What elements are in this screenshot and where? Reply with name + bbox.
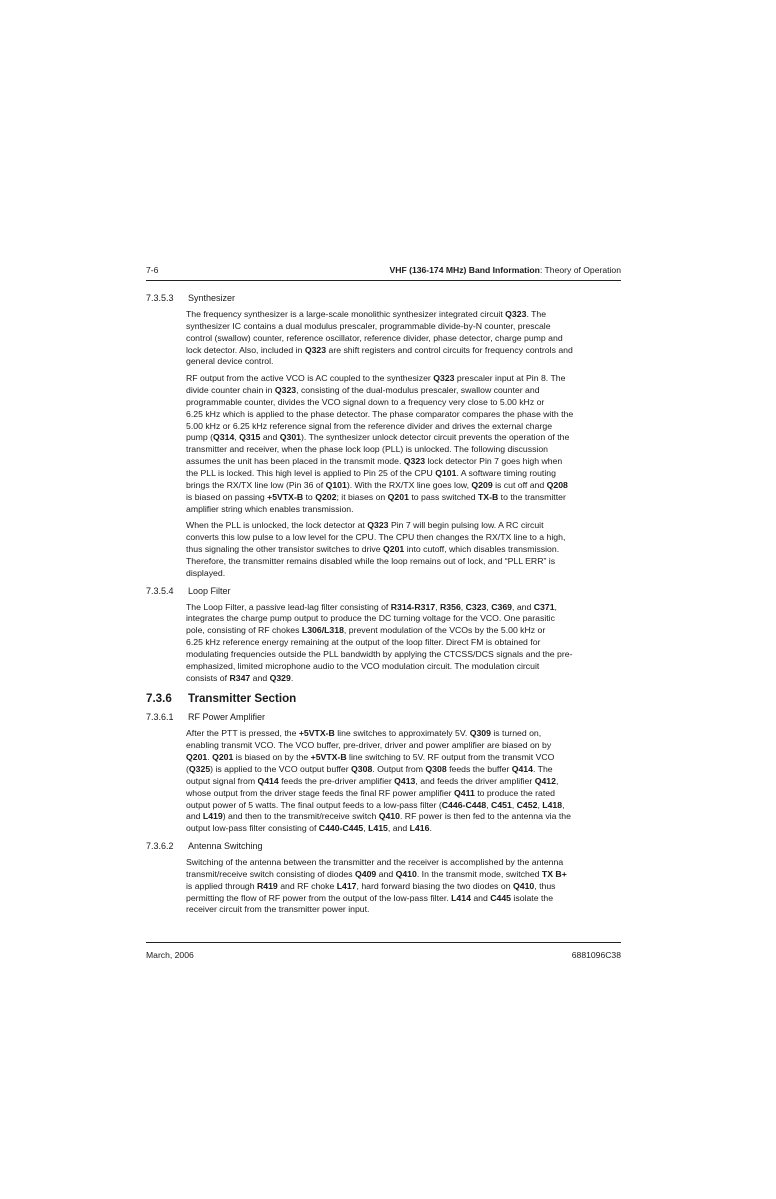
- section-number: 7.3.5.3: [146, 293, 174, 303]
- section-heading: [146, 585, 621, 597]
- component-ref: Q101: [435, 467, 457, 478]
- text-run: Switching of the antenna between the transmitter and the receiver is accomplished by the antenna: [186, 857, 564, 868]
- text-run: is biased on by the: [233, 752, 311, 763]
- text-run: is turned on,: [490, 728, 542, 739]
- text-run: , thus: [534, 880, 556, 891]
- text-run: lock detector. Also, included in: [186, 344, 305, 355]
- text-line: [186, 602, 621, 614]
- component-ref: C369: [491, 601, 513, 612]
- text-run: isolate the: [511, 892, 554, 903]
- component-ref: Q414: [257, 775, 279, 786]
- component-ref: C452: [516, 799, 538, 810]
- running-title-bold: VHF (136-174 MHz) Band Information: [389, 265, 540, 275]
- component-ref: Q411: [454, 787, 475, 798]
- component-ref: C371: [533, 601, 555, 612]
- main-content: [146, 292, 621, 921]
- running-title: [390, 265, 621, 275]
- text-run: pump (: [186, 432, 214, 443]
- text-run: is biased on passing: [186, 491, 268, 502]
- section-heading: [146, 840, 621, 852]
- text-run: ,: [555, 775, 559, 786]
- text-run: . RF power is then fed to the antenna via the: [399, 811, 571, 822]
- body-paragraph: [186, 728, 621, 835]
- text-run: modulating frequencies outside the PLL bandwidth by applying the CTCSS/DCS signals and the pre-: [186, 648, 573, 659]
- component-ref: R356: [440, 601, 461, 612]
- header-rule: [146, 280, 621, 281]
- text-run: 6.25 kHz reference energy remaining at the output of the loop filter. Direct FM is obtained for: [186, 637, 541, 648]
- text-line: [186, 728, 621, 740]
- text-run: ,: [435, 601, 441, 612]
- component-ref: Q323: [367, 520, 389, 531]
- text-line: [186, 857, 621, 869]
- text-run: lock detector Pin 7 goes high when: [425, 456, 563, 467]
- text-run: .: [207, 752, 213, 763]
- text-line: [186, 740, 621, 752]
- text-line: [186, 309, 621, 321]
- text-run: whose output from the driver stage feeds the final RF power amplifier: [186, 787, 454, 798]
- text-line: [186, 823, 621, 835]
- component-ref: L416: [409, 823, 430, 834]
- text-run: ). With the RX/TX line goes low,: [346, 479, 472, 490]
- text-run: transmitter and receiver, when the phase lock loop (PLL) is unlocked. The following discussion: [186, 444, 549, 455]
- text-line: [186, 904, 621, 916]
- component-ref: L306/L318: [301, 625, 344, 636]
- section-heading: [146, 692, 621, 706]
- component-ref: Q410: [378, 811, 400, 822]
- text-run: output signal from: [186, 775, 258, 786]
- text-run: When the PLL is unlocked, the lock detector at: [186, 520, 368, 531]
- text-run: consists of: [186, 672, 230, 683]
- component-ref: Q308: [351, 764, 373, 774]
- text-line: [186, 800, 621, 812]
- component-ref: Q301: [279, 432, 301, 443]
- component-ref: Q323: [505, 309, 527, 319]
- text-run: feeds the buffer: [446, 764, 512, 774]
- component-ref: Q208: [546, 479, 568, 490]
- component-ref: L415: [368, 823, 388, 834]
- text-run: brings the RX/TX line low (Pin 36 of: [186, 479, 326, 490]
- text-run: general device control.: [186, 356, 274, 367]
- text-line: [186, 568, 621, 580]
- text-line: [186, 385, 621, 397]
- component-ref: Q315: [239, 432, 261, 443]
- text-run: ,: [562, 799, 565, 810]
- component-ref: Q325: [188, 764, 211, 774]
- text-run: 5.00 kHz or 6.25 kHz reference signal from the reference divider and drives the external charge: [186, 420, 553, 431]
- text-line: [186, 556, 621, 568]
- text-line: [186, 444, 621, 456]
- text-run: prescaler input at Pin 8. The: [454, 373, 566, 384]
- section-title: Synthesizer: [188, 293, 236, 303]
- text-run: ,: [554, 601, 557, 612]
- text-run: ,: [537, 799, 543, 810]
- component-ref: L418: [542, 799, 563, 810]
- text-line: [186, 504, 621, 516]
- text-run: control (swallow) counter, reference oscillator, reference divider, phase detector, charge pump and: [186, 332, 563, 343]
- text-run: and: [376, 868, 396, 879]
- text-line: [186, 321, 621, 333]
- text-run: converts this low pulse to a low level for the CPU. The CPU then changes the RX/TX line to a high,: [186, 532, 566, 543]
- component-ref: L417: [336, 880, 357, 891]
- section-number: 7.3.6: [146, 692, 172, 706]
- component-ref: Q201: [383, 544, 405, 555]
- component-ref: C446-C448: [441, 799, 487, 810]
- text-run: to pass switched: [408, 491, 478, 502]
- component-ref: Q209: [471, 479, 493, 490]
- component-ref: TX-B: [477, 491, 499, 502]
- text-run: transmit/receive switch consisting of diodes: [186, 868, 355, 879]
- text-line: [186, 881, 621, 893]
- component-ref: TX B+: [541, 868, 567, 879]
- text-run: Therefore, the transmitter remains disabled while the loop remains out of lock, and “PLL ERR” is: [186, 555, 556, 566]
- text-run: synthesizer IC contains a dual modulus prescaler, programmable divide-by-N counter, prescale: [186, 320, 551, 331]
- text-run: permitting the flow of RF power from the output of the low-pass filter.: [186, 892, 452, 903]
- text-line: [186, 397, 621, 409]
- text-run: ,: [511, 799, 517, 810]
- text-run: and: [470, 892, 491, 903]
- text-run: line switches to approximately 5V.: [334, 728, 470, 739]
- text-line: [186, 764, 621, 776]
- text-line: [186, 373, 621, 385]
- text-line: [186, 661, 621, 673]
- text-run: , prevent modulation of the VCOs by the 5.00 kHz or: [343, 625, 546, 636]
- text-line: [186, 613, 621, 625]
- component-ref: Q201: [387, 491, 409, 502]
- component-ref: Q202: [315, 491, 337, 502]
- text-run: ,: [234, 432, 240, 443]
- text-run: is cut off and: [492, 479, 547, 490]
- text-run: . The: [526, 309, 547, 319]
- component-ref: C440-C445: [318, 823, 364, 834]
- text-run: , and feeds the driver amplifier: [415, 775, 535, 786]
- text-run: emphasized, limited microphone audio to the VCO modulation circuit. The modulation circuit: [186, 660, 540, 671]
- text-run: , consisting of the dual-modulus prescaler, swallow counter and: [296, 385, 540, 396]
- body-paragraph: [186, 373, 621, 515]
- text-line: [186, 356, 621, 368]
- body-paragraph: [186, 520, 621, 579]
- text-line: [186, 432, 621, 444]
- text-run: After the PTT is pressed, the: [186, 728, 299, 739]
- text-run: receiver circuit from the transmitter power input.: [186, 904, 370, 915]
- body-paragraph: [186, 602, 621, 685]
- component-ref: Q323: [274, 385, 297, 396]
- text-run: programmable counter, divides the VCO signal down to a frequency very close to 5.00 kHz or: [186, 396, 545, 407]
- component-ref: Q410: [512, 880, 535, 891]
- text-line: [186, 649, 621, 661]
- component-ref: +5VTX-B: [298, 728, 335, 739]
- section-heading: [146, 292, 621, 304]
- text-run: .: [290, 672, 294, 683]
- page-number: 7-6: [146, 265, 159, 275]
- text-line: [186, 480, 621, 492]
- component-ref: Q323: [403, 456, 426, 467]
- body-paragraph: [186, 309, 621, 368]
- text-run: displayed.: [186, 567, 226, 578]
- body-paragraph: [186, 857, 621, 916]
- page-header: [146, 265, 621, 279]
- component-ref: +5VTX-B: [310, 752, 347, 763]
- text-line: [186, 456, 621, 468]
- text-line: [186, 811, 621, 823]
- text-line: [186, 673, 621, 685]
- text-run: ,: [363, 823, 369, 834]
- component-ref: C451: [491, 799, 512, 810]
- component-ref: Q201: [186, 752, 208, 763]
- text-run: output low-pass filter consisting of: [186, 823, 319, 834]
- component-ref: R347: [229, 672, 251, 683]
- text-run: ). The synthesizer unlock detector circuit prevents the operation of the: [301, 432, 570, 443]
- text-run: ) is applied to the VCO output buffer: [210, 764, 352, 774]
- text-run: ,: [486, 799, 492, 810]
- component-ref: Q323: [433, 373, 455, 384]
- footer-doc-number: 6881096C38: [571, 950, 621, 960]
- text-run: ,: [460, 601, 466, 612]
- component-ref: R314-R317: [390, 601, 436, 612]
- text-line: [186, 333, 621, 345]
- running-title-rest: : Theory of Operation: [539, 265, 621, 275]
- text-run: , hard forward biasing the two diodes on: [356, 880, 513, 891]
- text-run: and RF choke: [277, 880, 337, 891]
- component-ref: Q201: [212, 752, 234, 763]
- text-line: [186, 544, 621, 556]
- text-run: into cutoff, which disables transmission.: [404, 544, 560, 555]
- text-line: [186, 409, 621, 421]
- text-run: assumes the unit has been placed in the transmit mode.: [186, 456, 404, 467]
- text-line: [186, 345, 621, 357]
- text-run: is applied through: [186, 880, 257, 891]
- component-ref: Q323: [304, 344, 327, 355]
- section-title: Loop Filter: [188, 585, 231, 596]
- component-ref: Q409: [355, 868, 377, 879]
- text-line: [186, 788, 621, 800]
- text-line: [186, 520, 621, 532]
- text-run: .: [429, 823, 432, 834]
- component-ref: Q308: [425, 764, 447, 774]
- component-ref: R419: [257, 880, 278, 891]
- component-ref: Q329: [269, 672, 291, 683]
- text-run: The frequency synthesizer is a large-scale monolithic synthesizer integrated circuit: [186, 309, 506, 319]
- text-run: divide counter chain in: [186, 385, 275, 396]
- text-run: , and: [387, 823, 410, 834]
- text-run: pole, consisting of RF chokes: [186, 625, 302, 636]
- text-line: [186, 893, 621, 905]
- text-run: feeds the pre-driver amplifier: [278, 775, 395, 786]
- text-run: to: [303, 491, 316, 502]
- text-run: ) and then to the transmit/receive switch: [222, 811, 379, 822]
- text-run: ,: [486, 601, 492, 612]
- text-run: are shift registers and control circuits for frequency controls and: [326, 344, 573, 355]
- text-line: [186, 468, 621, 480]
- text-run: , and: [512, 601, 534, 612]
- text-line: [186, 532, 621, 544]
- text-line: [186, 492, 621, 504]
- text-run: and: [186, 811, 203, 822]
- text-run: . A software timing routing: [456, 467, 556, 478]
- component-ref: Q412: [534, 775, 556, 786]
- text-run: thus signaling the other transistor switches to drive: [186, 544, 384, 555]
- section-number: 7.3.6.2: [146, 841, 174, 852]
- text-line: [186, 637, 621, 649]
- component-ref: Q414: [511, 764, 533, 774]
- text-run: Pin 7 will begin pulsing low. A RC circuit: [388, 520, 544, 531]
- text-run: amplifier string which enables transmission.: [186, 503, 354, 514]
- component-ref: Q314: [213, 432, 235, 443]
- text-line: [186, 421, 621, 433]
- component-ref: Q410: [395, 868, 417, 879]
- text-run: and: [260, 432, 280, 443]
- section-title: RF Power Amplifier: [188, 712, 266, 723]
- component-ref: Q101: [325, 479, 347, 490]
- section-heading: [146, 711, 621, 723]
- text-run: enabling transmit VCO. The VCO buffer, pre-driver, driver and power amplifier are biased on by: [186, 740, 552, 751]
- component-ref: L419: [202, 811, 223, 822]
- text-run: . In the transmit mode, switched: [416, 868, 542, 879]
- text-run: (: [186, 764, 189, 774]
- text-run: to the transmitter: [498, 491, 566, 502]
- text-run: . The: [532, 764, 553, 774]
- component-ref: C323: [465, 601, 487, 612]
- text-run: the PLL is locked. This high level is applied to Pin 25 of the CPU: [186, 467, 436, 478]
- text-run: line switching to 5V. RF output from the transmit VCO: [346, 752, 555, 763]
- text-run: integrates the charge pump output to produce the DC turning voltage for the VCO. One parasitic: [186, 613, 555, 624]
- text-line: [186, 869, 621, 881]
- footer-date: March, 2006: [146, 950, 194, 960]
- text-line: [186, 776, 621, 788]
- section-number: 7.3.5.4: [146, 585, 174, 596]
- text-run: . Output from: [372, 764, 426, 774]
- section-title: Antenna Switching: [188, 841, 263, 852]
- text-run: output power of 5 watts. The final output feeds to a low-pass filter (: [186, 799, 442, 810]
- text-run: to produce the rated: [474, 787, 555, 798]
- text-run: RF output from the active VCO is AC coupled to the synthesizer: [186, 373, 434, 384]
- component-ref: +5VTX-B: [267, 491, 304, 502]
- text-line: [186, 752, 621, 764]
- text-run: ; it biases on: [336, 491, 388, 502]
- text-run: The Loop Filter, a passive lead-lag filter consisting of: [186, 601, 391, 612]
- component-ref: L414: [451, 892, 471, 903]
- component-ref: Q309: [469, 728, 491, 739]
- section-number: 7.3.6.1: [146, 712, 174, 723]
- text-run: and: [250, 672, 270, 683]
- footer-rule: [146, 942, 621, 943]
- component-ref: Q413: [394, 775, 416, 786]
- component-ref: C445: [490, 892, 512, 903]
- page-footer: [146, 950, 621, 964]
- text-line: [186, 625, 621, 637]
- text-run: 6.25 kHz which is applied to the phase detector. The phase comparator compares the phase with the: [186, 408, 574, 419]
- section-title: Transmitter Section: [188, 692, 297, 706]
